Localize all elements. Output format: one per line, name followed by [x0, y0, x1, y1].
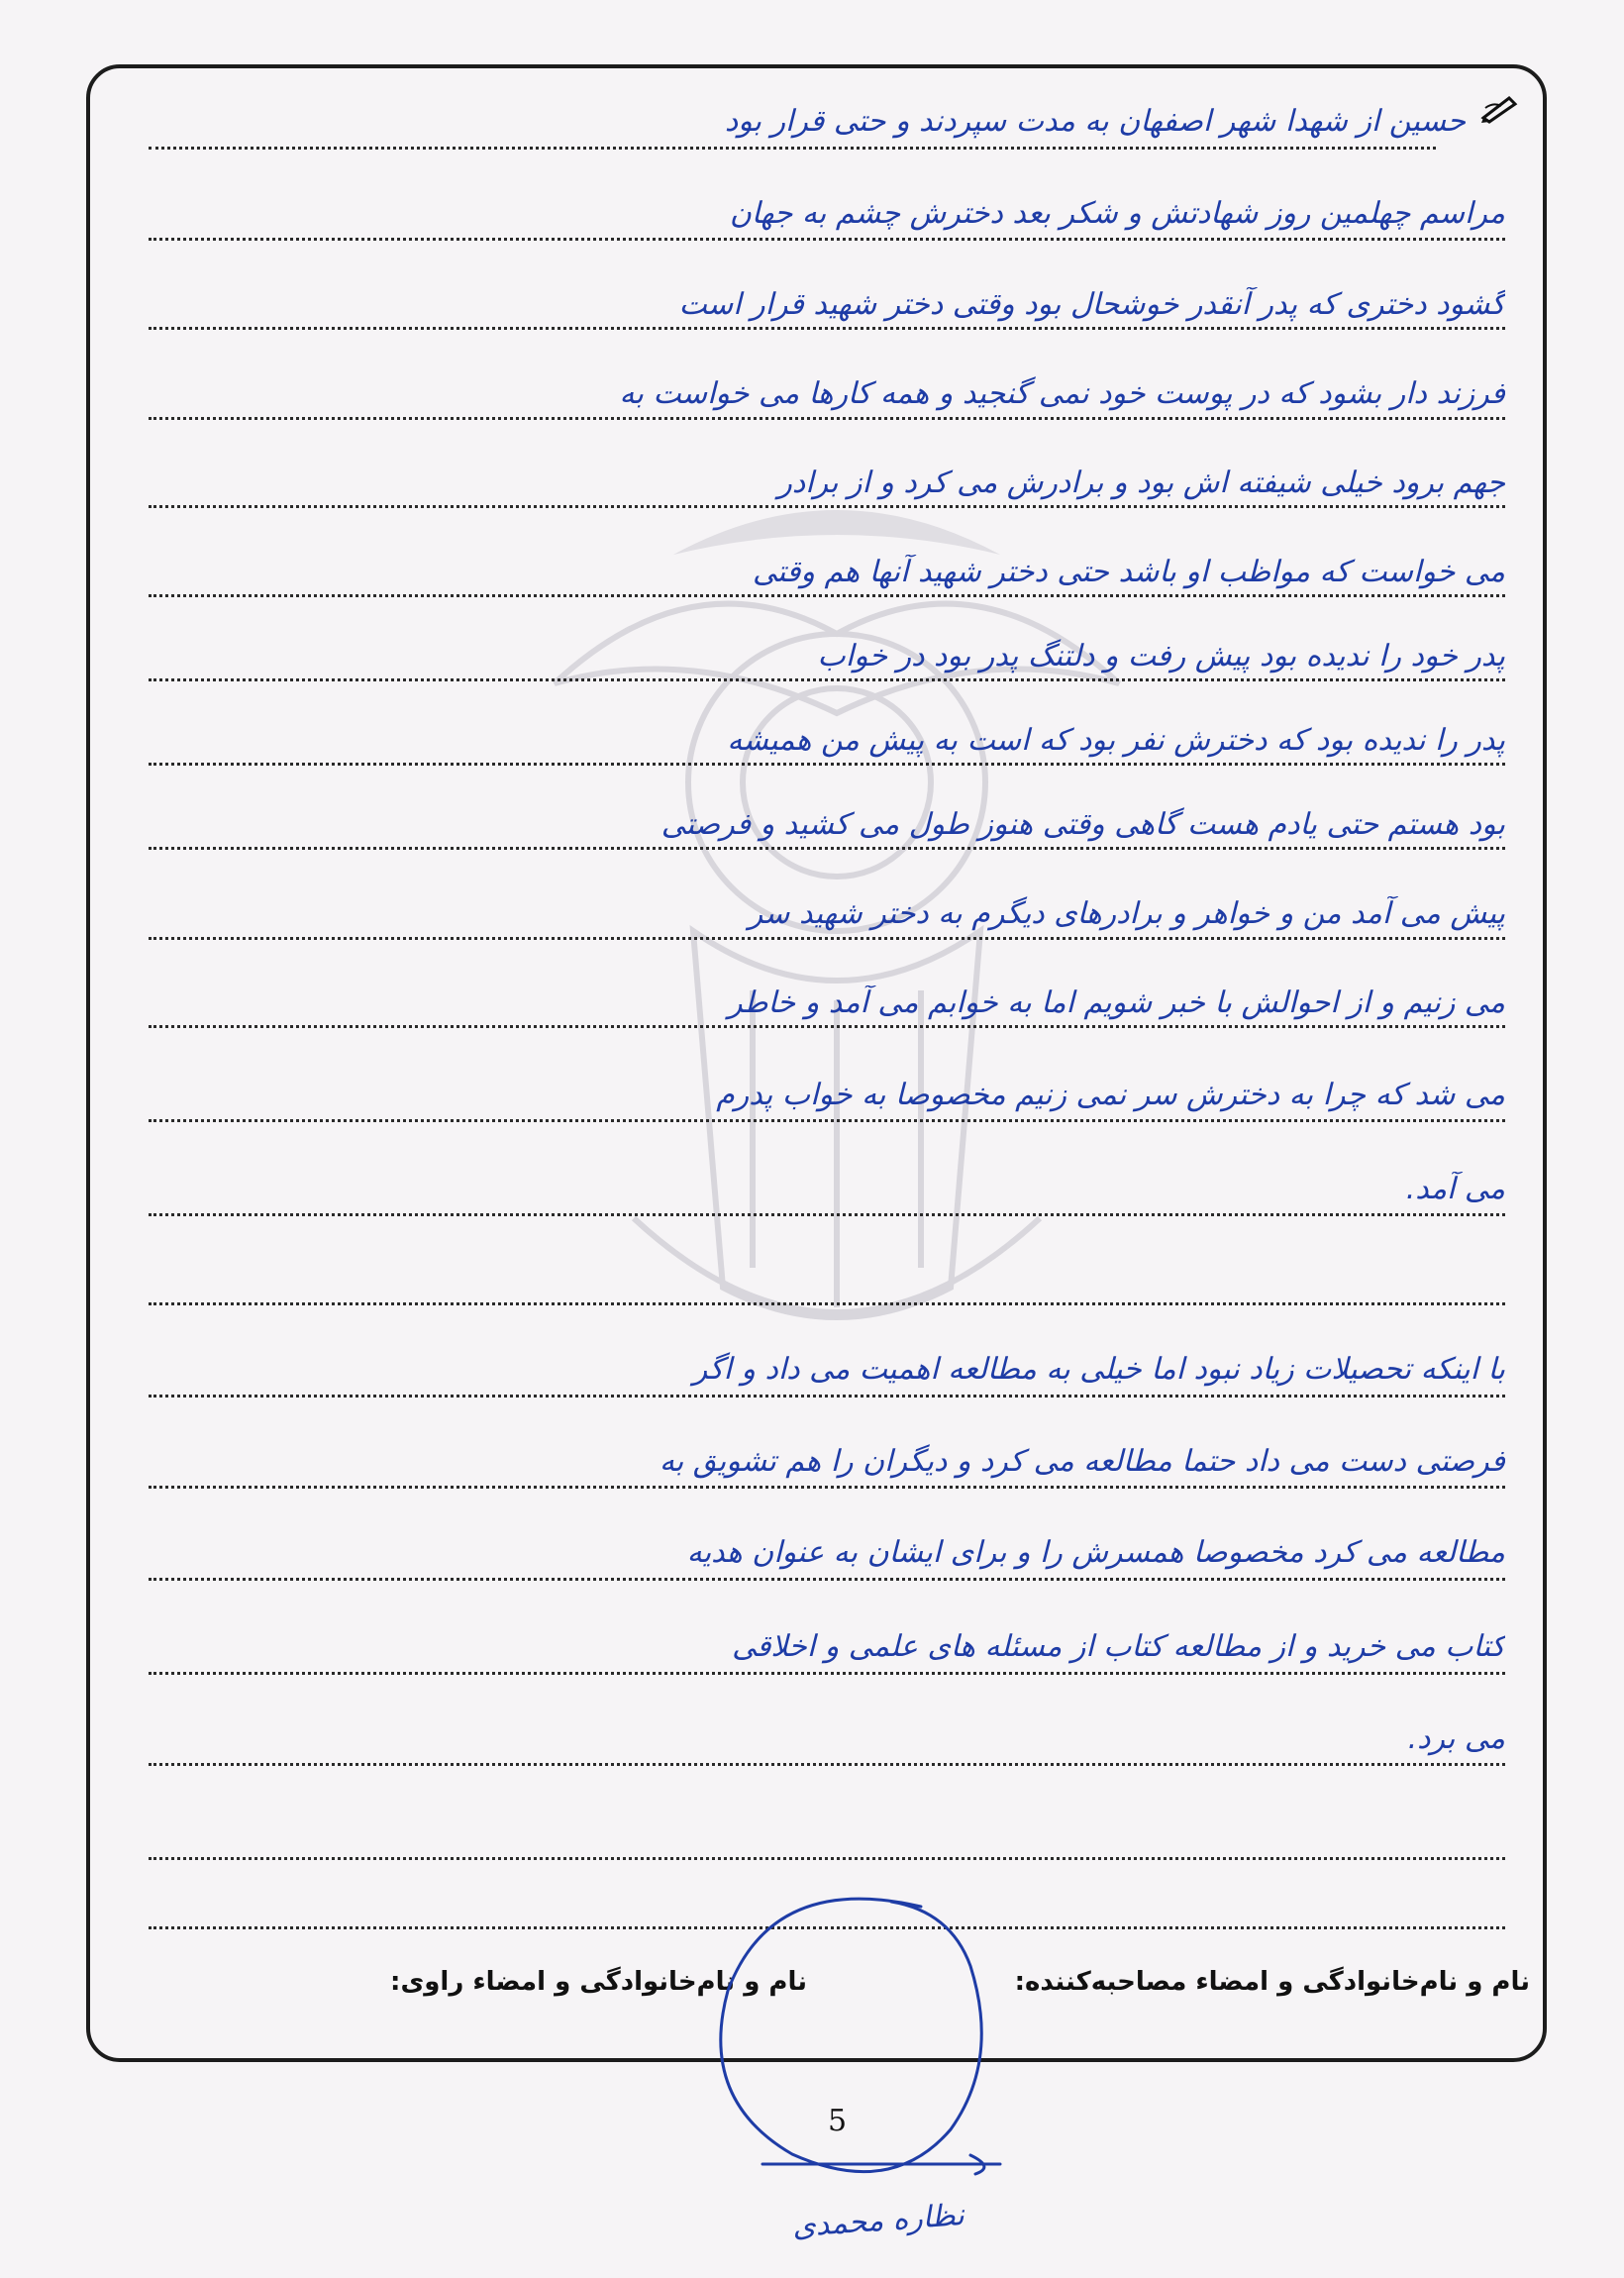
signature-name: نظاره محمدی: [790, 2197, 965, 2245]
handwritten-line: پیش می آمد من و خواهر و برادرهای دیگرم به دختر شهید سر: [748, 896, 1505, 931]
handwritten-line: می شد که چرا به دخترش سر نمی زنیم مخصوصا به خواب پدرم: [716, 1078, 1505, 1112]
handwritten-line: با اینکه تحصیلات زیاد نبود اما خیلی به مطالعه اهمیت می داد و اگر: [692, 1352, 1505, 1387]
interviewer-signature-label: نام و نام‌خانوادگی و امضاء مصاحبه‌کننده:: [1014, 1967, 1530, 1997]
narrator-signature-label: نام و نام‌خانوادگی و امضاء راوی:: [390, 1967, 807, 1997]
handwritten-line: می برد.: [1407, 1721, 1505, 1756]
handwritten-line: جهم برود خیلی شیفته اش بود و برادرش می کرد و از برادر: [777, 466, 1505, 500]
handwritten-line: می آمد.: [1405, 1172, 1505, 1206]
handwritten-line: کتاب می خرید و از مطالعه کتاب از مسئله های علمی و اخلاقی: [732, 1629, 1505, 1664]
handwritten-line: می خواست که مواظب او باشد حتی دختر شهید آنها هم وقتی: [753, 555, 1505, 589]
handwritten-line: گشود دختری که پدر آنقدر خوشحال بود وقتی دختر شهید قرار است: [678, 287, 1505, 322]
handwritten-line: بود هستم حتی یادم هست گاهی وقتی هنوز طول می کشید و فرصتی: [660, 807, 1505, 842]
handwritten-line: فرصتی دست می داد حتما مطالعه می کرد و دیگران را هم تشویق به: [659, 1444, 1505, 1479]
handwritten-line: پدر خود را ندیده بود پیش رفت و دلتنگ پدر بود در خواب: [817, 639, 1505, 673]
handwritten-line: حسین از شهدا شهر اصفهان به مدت سپردند و حتی قرار بود: [724, 104, 1466, 139]
page-number: 5: [828, 2104, 848, 2138]
handwritten-line: پدر را ندیده بود که دخترش نفر بود که است به پیش من همیشه: [727, 723, 1505, 758]
handwritten-line: مراسم چهلمین روز شهادتش و شکر بعد دخترش چشم به جهان: [729, 196, 1505, 231]
handwritten-line: می زنیم و از احوالش با خبر شویم اما به خوابم می آمد و خاطر: [728, 985, 1505, 1020]
handwritten-line: فرزند دار بشود که در پوست خود نمی گنجید و همه کارها می خواست به: [619, 376, 1505, 411]
handwritten-line: مطالعه می کرد مخصوصا همسرش را و برای ایشان به عنوان هدیه: [686, 1535, 1505, 1570]
